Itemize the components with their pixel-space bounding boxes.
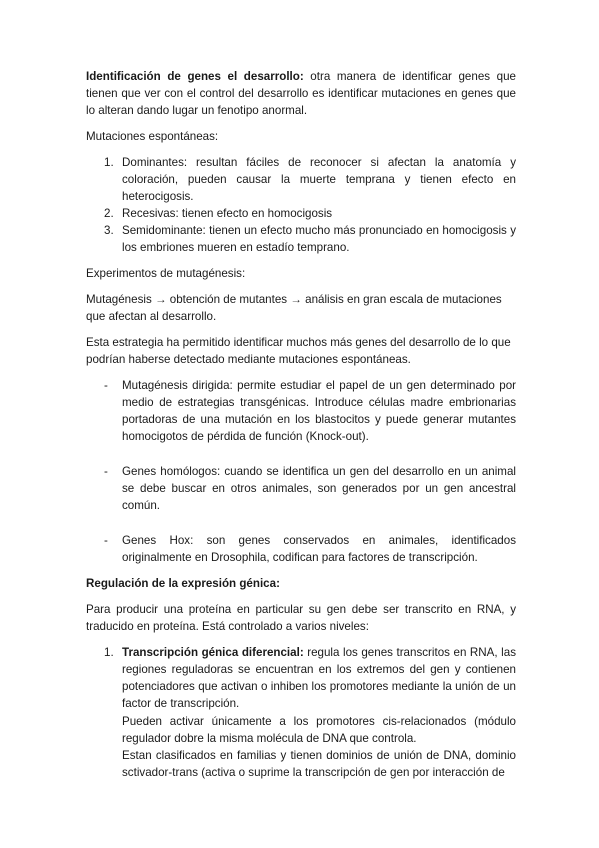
- sub-paragraph-2: Estan clasificados en familias y tienen dominios de unión de DNA, dominio sctivador-trans (activa o suprime la transcripción de gen por interacción de: [122, 749, 516, 779]
- intro-paragraph: [86, 68, 516, 119]
- list-number: 1.: [104, 156, 114, 169]
- spontaneous-title: Mutaciones espontáneas:: [86, 130, 219, 143]
- list-item-text: Mutagénesis dirigida: permite estudiar el papel de un gen determinado por medio de estrategias transgénicas. Introduce células madre embrionarias portadoras de una mutación en los blastocitos y puede generar mutantes homocigotos de pérdida de función (Knock-out).: [122, 379, 516, 443]
- list-item: [86, 377, 516, 445]
- spontaneous-list: [86, 154, 516, 256]
- strategy-paragraph: Esta estrategia ha permitido identificar muchos más genes del desarrollo de lo que podrían haberse detectado mediante mutaciones espontáneas.: [86, 336, 511, 366]
- list-number: 2.: [104, 207, 114, 220]
- mutagenesis-flow: Mutagénesis → obtención de mutantes → análisis en gran escala de mutaciones que afectan al desarrollo.: [86, 293, 502, 323]
- regulation-heading-text: Regulación de la expresión génica:: [86, 577, 280, 590]
- item-bold-label: Transcripción génica diferencial:: [122, 646, 304, 659]
- regulation-intro: Para producir una proteína en particular su gen debe ser transcrito en RNA, y traducido en proteína. Está controlado a varios niveles:: [86, 603, 516, 633]
- regulation-list: [86, 644, 516, 712]
- list-item-text: Dominantes: resultan fáciles de reconocer si afectan la anatomía y coloración, pueden causar la muerte temprana y tienen efecto en heterocigosis.: [122, 156, 516, 203]
- dash-marker: -: [104, 534, 108, 547]
- sub-paragraph-1: Pueden activar únicamente a los promotores cis-relacionados (módulo regulador dobre la misma molécula de DNA que controla.: [122, 715, 516, 745]
- list-item: [86, 532, 516, 566]
- list-item-text: Semidominante: tienen un efecto mucho más pronunciado en homocigosis y los embriones mueren en estadío temprano.: [122, 224, 516, 254]
- intro-heading: Identificación de genes el desarrollo:: [86, 70, 304, 83]
- dash-marker: -: [104, 379, 108, 392]
- list-item-text: Genes Hox: son genes conservados en animales, identificados originalmente en Drosophila, codifican para factores de transcripción.: [122, 534, 516, 564]
- list-number: 3.: [104, 224, 114, 237]
- list-item-text: Genes homólogos: cuando se identifica un gen del desarrollo en un animal se debe buscar en otros animales, son generados por un gen ancestral común.: [122, 465, 516, 512]
- mutagenesis-bullets: [86, 377, 516, 566]
- list-item-text: regula los genes transcritos en RNA, las regiones reguladoras se encuentran en los extremos del gen y contienen potenciadores que activan o inhiben los promotores mediante la unión de un factor de transcripción.: [122, 646, 516, 710]
- regulation-heading: [86, 575, 516, 592]
- list-item-text: Recesivas: tienen efecto en homocigosis: [122, 207, 333, 220]
- list-item: [86, 222, 516, 256]
- intro-text: otra manera de identificar genes que tienen que ver con el control del desarrollo es identificar mutaciones en genes que lo alteran dando lugar un fenotipo anormal.: [86, 70, 517, 117]
- list-item: [86, 154, 516, 205]
- dash-marker: -: [104, 465, 108, 478]
- list-item: [86, 463, 516, 514]
- list-item: [86, 205, 516, 222]
- mutagenesis-title: Experimentos de mutagénesis:: [86, 267, 246, 280]
- list-number: 1.: [104, 646, 114, 659]
- list-item: [86, 644, 516, 712]
